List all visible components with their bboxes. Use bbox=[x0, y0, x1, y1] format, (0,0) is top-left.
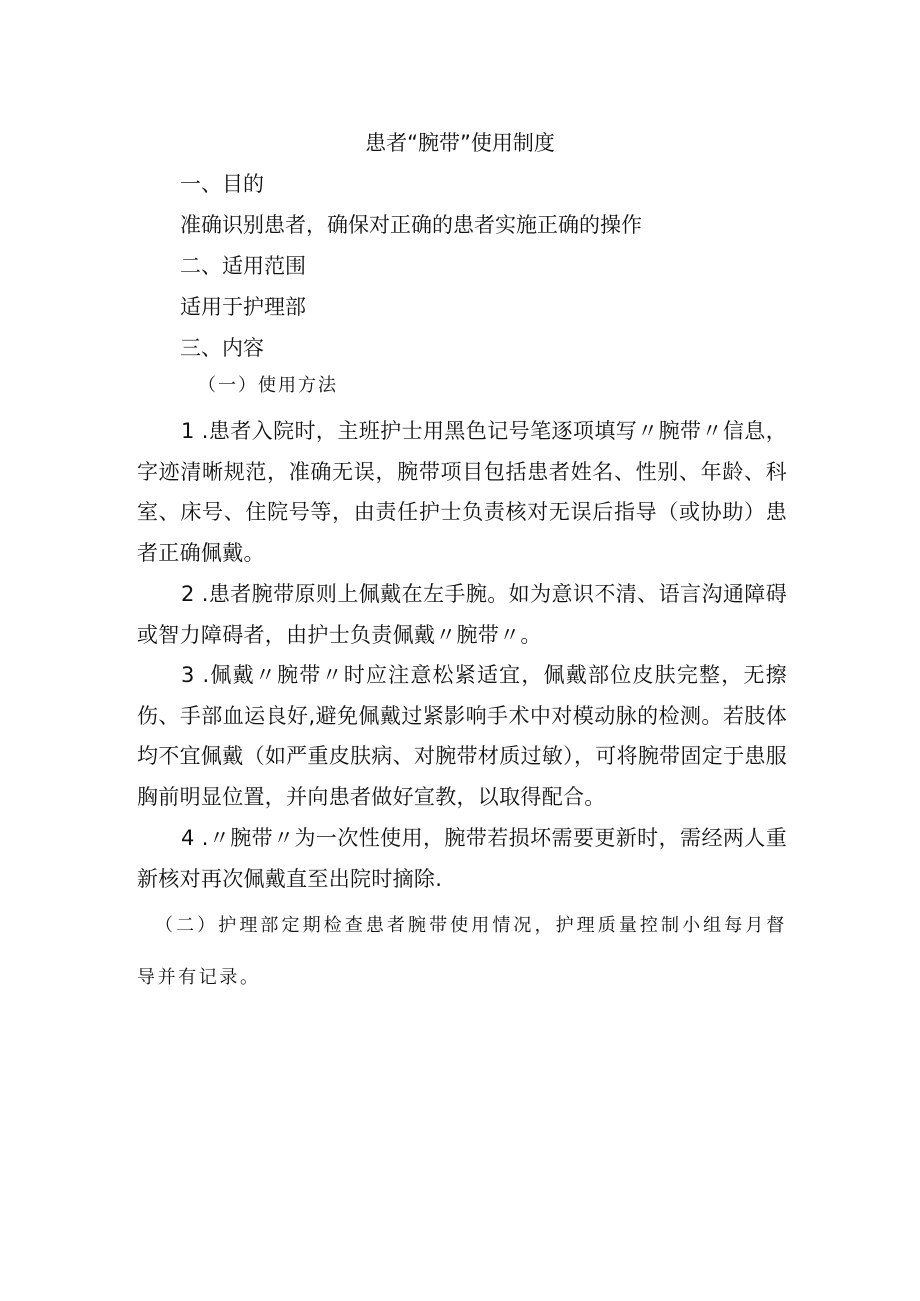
list-item: 1 .患者入院时，主班护士用黑色记号笔逐项填写〃腕带〃信息，字迹清晰规范，准确无误，腕带项目包括患者姓名、性别、年龄、科室、床号、住院号等，由责任护士负责核对无误后指导（或协助）患者正确佩戴。 bbox=[137, 419, 787, 565]
section-text-scope: 适用于护理部 bbox=[180, 295, 306, 319]
subsection-text-supervision: （二）护理部定期检查患者腕带使用情况，护理质量控制小组每月督导并有记录。 bbox=[137, 915, 787, 988]
section-heading-content: 三、内容 bbox=[180, 336, 264, 360]
list-item: 4 .〃腕带〃为一次性使用，腕带若损坏需要更新时，需经两人重新核对再次佩戴直至出院时摘除. bbox=[137, 826, 787, 891]
section-text-purpose: 准确识别患者，确保对正确的患者实施正确的操作 bbox=[180, 213, 642, 237]
subsection-heading-usage: （一）使用方法 bbox=[198, 375, 338, 396]
section-heading-scope: 二、适用范围 bbox=[180, 254, 306, 278]
list-item: 2 .患者腕带原则上佩戴在左手腕。如为意识不清、语言沟通障碍或智力障碍者，由护士负责佩戴〃腕带〃。 bbox=[137, 582, 787, 647]
document-title: 患者“腕带”使用制度 bbox=[365, 131, 555, 155]
list-item: 3 .佩戴〃腕带〃时应注意松紧适宜，佩戴部位皮肤完整，无擦伤、手部血运良好,避免佩戴过紧影响手术中对模动脉的检测。若肢体均不宜佩戴（如严重皮肤病、对腕带材质过敏），可将腕带固定于患服胸前明显位置，并向患者做好宣教，以取得配合。 bbox=[137, 663, 787, 809]
section-heading-purpose: 一、目的 bbox=[180, 172, 264, 196]
